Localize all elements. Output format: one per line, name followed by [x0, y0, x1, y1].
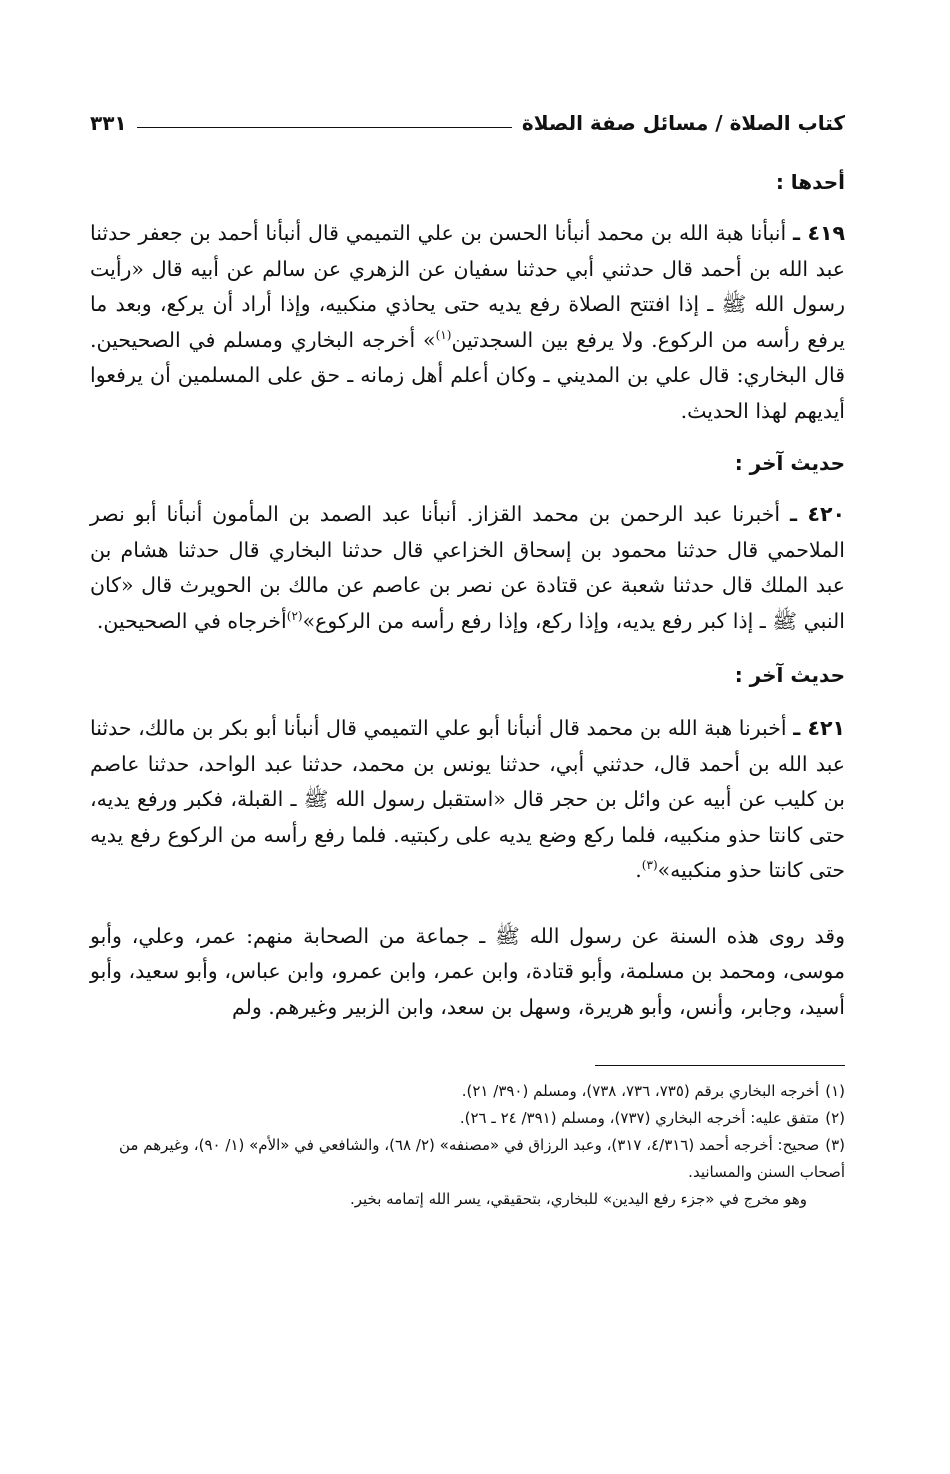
- hadith-text: أنبأنا هبة الله بن محمد أنبأنا الحسن بن علي التميمي قال أنبأنا أحمد بن جعفر حدثنا عبد الله بن أحمد قال حدثني أبي حدثنا سفيان عن الزهري عن سالم عن أبيه قال «رأيت رسول الله ﷺ ـ إذا افتتح الصلاة رفع يديه حتى يحاذي منكبيه، وإذا أراد أن يركع، وبعد ما يرفع رأسه من الركوع. ولا يرفع بين السجدتين: [90, 221, 845, 352]
- hadith-number: ٤٢١ ـ: [793, 716, 845, 740]
- running-title: كتاب الصلاة / مسائل صفة الصلاة: [521, 111, 845, 135]
- footnote-number: (٢): [825, 1109, 845, 1127]
- book-page: [90, 95, 845, 1213]
- hadith-number: ٤٢٠ ـ: [789, 502, 845, 526]
- hadith-419: [90, 216, 845, 429]
- footnote-rule: [595, 1065, 845, 1066]
- footnote-ref: (٣): [641, 858, 658, 873]
- footnote-text: أخرجه البخاري برقم (٧٣٥، ٧٣٦، ٧٣٨)، ومسلم (٣٩٠/ ٢١).: [461, 1082, 820, 1100]
- page-number: ٣٣١: [90, 111, 127, 135]
- hadith-number: ٤١٩ ـ: [792, 221, 845, 245]
- hadith-text: أخبرنا هبة الله بن محمد قال أنبأنا أبو علي التميمي قال أنبأنا أبو بكر بن مالك، حدثنا عبد الله بن أحمد قال، حدثني أبي، حدثنا يونس بن محمد، حدثنا عبد الواحد، حدثنا عاصم بن كليب عن أبيه عن وائل بن حجر قال «استقبل رسول الله ﷺ ـ القبلة، فكبر ورفع يديه، حتى كانتا حذو منكبيه، فلما ركع وضع يديه على ركبتيه. فلما رفع رأسه من الركوع رفع يديه حتى كانتا حذو منكبيه»: [90, 716, 845, 882]
- footnote-text: صحيح: أخرجه أحمد (٤/٣١٦، ٣١٧)، وعبد الرزاق في «مصنفه» (٢/ ٦٨)، والشافعي في «الأم» (١/ ٩٠)، وغيرهم من أصحاب السنن والمسانيد.: [119, 1136, 845, 1181]
- section-label-3: حديث آخر :: [734, 663, 845, 687]
- footnote-number: (٣): [825, 1136, 845, 1154]
- footnote-ref: (١): [435, 327, 452, 342]
- hadith-421: [90, 711, 845, 889]
- footnote-3: [90, 1132, 845, 1186]
- hadith-text-after: » أخرجه البخاري ومسلم في الصحيحين. قال البخاري: قال علي بن المديني ـ وكان أعلم أهل زمانه ـ حق على المسلمين أن يرفعوا أيديهم لهذا الحديث.: [90, 327, 845, 423]
- footnote-2: [90, 1105, 845, 1132]
- header-rule: [137, 127, 512, 128]
- section-label-2: حديث آخر :: [734, 451, 845, 475]
- footnote-1: [90, 1078, 845, 1105]
- running-header: [90, 95, 845, 135]
- footnote-ref: (٢): [286, 608, 303, 623]
- closing-paragraph: وقد روى هذه السنة عن رسول الله ﷺ ـ جماعة من الصحابة منهم: عمر، وعلي، وأبو موسى، ومحمد بن مسلمة، وأبو قتادة، وابن عمر، وابن عمرو، وابن عباس، وأبو سعيد، وأبو أسيد، وجابر، وأنس، وأبو هريرة، وسهل بن سعد، وابن الزبير وغيرهم. ولم: [90, 923, 845, 1019]
- footnote-number: (١): [825, 1082, 845, 1100]
- footnotes: [90, 1078, 845, 1213]
- footnote-3-continuation: وهو مخرج في «جزء رفع اليدين» للبخاري، بتحقيقي، يسر الله إتمامه بخير.: [349, 1190, 807, 1208]
- hadith-420: [90, 497, 845, 639]
- footnote-text: متفق عليه: أخرجه البخاري (٧٣٧)، ومسلم (٣٩١/ ٢٤ ـ ٢٦).: [459, 1109, 820, 1127]
- hadith-text-after: .: [635, 858, 642, 882]
- hadith-text-after: أخرجاه في الصحيحين.: [96, 608, 287, 633]
- hadith-text: أخبرنا عبد الرحمن بن محمد القزاز. أنبأنا عبد الصمد بن المأمون أنبأنا أبو نصر الملاحمي قال حدثنا محمود بن إسحاق الخزاعي قال حدثنا البخاري قال حدثنا هشام بن عبد الملك قال حدثنا شعبة عن قتادة عن نصر بن عاصم عن مالك بن الحويرث قال «كان النبي ﷺ ـ إذا كبر رفع يديه، وإذا ركع، وإذا رفع رأسه من الركوع»: [90, 502, 845, 633]
- section-label-1: أحدها :: [775, 170, 845, 194]
